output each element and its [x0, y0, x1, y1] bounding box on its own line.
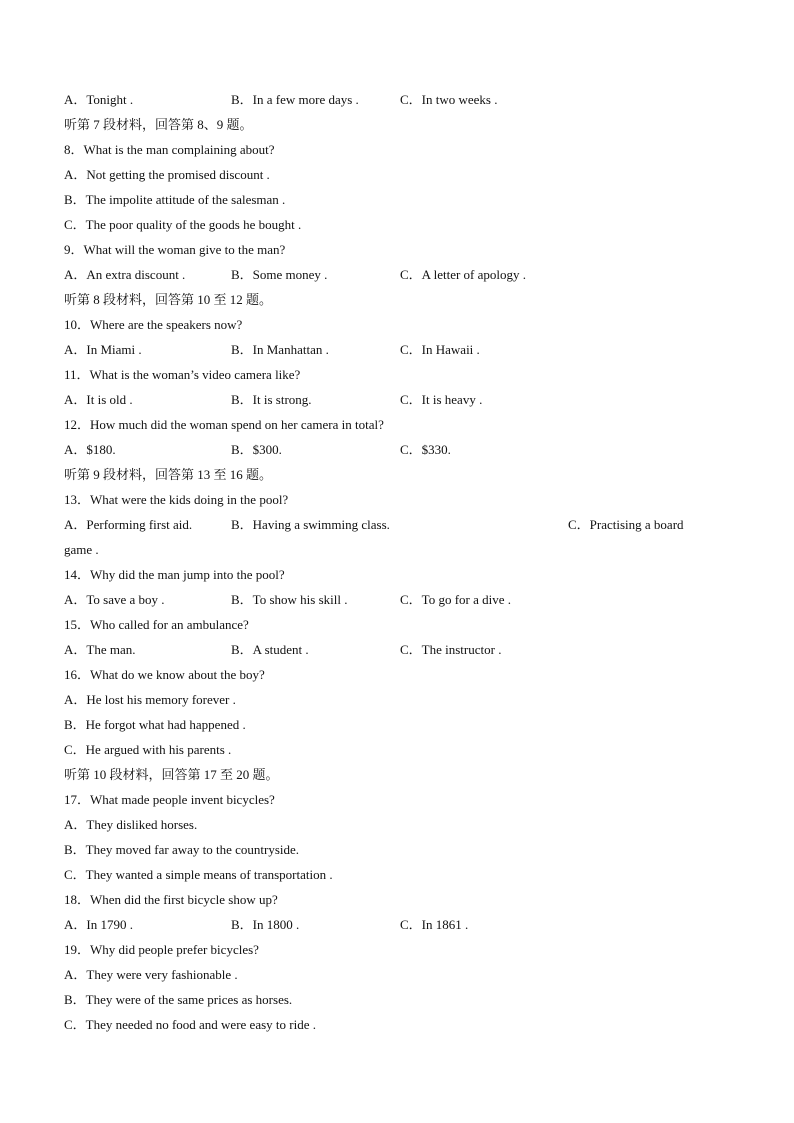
option-a: A．The man. [64, 642, 136, 657]
option-b: B．In 1800 . [231, 917, 300, 932]
question-text: 14．Why did the man jump into the pool? [64, 567, 285, 582]
option-a: A．Tonight . [64, 92, 134, 107]
option-a: A．In Miami . [64, 342, 142, 357]
option-c: C．To go for a dive . [400, 592, 512, 607]
option-line: B．He forgot what had happened . [64, 717, 246, 732]
option-c: C．A letter of apology . [400, 267, 527, 282]
section-instruction: 听第 10 段材料，回答第 17 至 20 题。 [64, 767, 279, 782]
option-line: game . [64, 542, 99, 557]
option-line: C．The poor quality of the goods he bought . [64, 217, 302, 232]
option-line: A．They disliked horses. [64, 817, 198, 832]
option-b: B．Some money . [231, 267, 328, 282]
question-text: 19．Why did people prefer bicycles? [64, 942, 259, 957]
question-text: 16．What do we know about the boy? [64, 667, 265, 682]
option-b: B．It is strong. [231, 392, 312, 407]
question-text: 15．Who called for an ambulance? [64, 617, 249, 632]
option-line: B．They moved far away to the countryside. [64, 842, 300, 857]
question-text: 18．When did the first bicycle show up? [64, 892, 278, 907]
option-c: C．In Hawaii . [400, 342, 480, 357]
section-instruction: 听第 7 段材料，回答第 8、9 题。 [64, 117, 253, 132]
option-a: A．Performing first aid. [64, 517, 193, 532]
option-line: A．They were very fashionable . [64, 967, 238, 982]
option-b: B．Having a swimming class. [231, 517, 390, 532]
option-b: B．A student . [231, 642, 309, 657]
option-c: C．$330. [400, 442, 451, 457]
option-a: A．To save a boy . [64, 592, 165, 607]
option-a: A．It is old . [64, 392, 133, 407]
option-a: A．$180. [64, 442, 116, 457]
question-text: 10．Where are the speakers now? [64, 317, 243, 332]
option-a: A．An extra discount . [64, 267, 186, 282]
option-line: C．They wanted a simple means of transportation . [64, 867, 333, 882]
option-line: B．They were of the same prices as horses. [64, 992, 293, 1007]
option-b: B．$300. [231, 442, 282, 457]
question-text: 11．What is the woman’s video camera like? [64, 367, 301, 382]
option-b: B．In Manhattan . [231, 342, 329, 357]
question-text: 17．What made people invent bicycles? [64, 792, 275, 807]
option-line: C．They needed no food and were easy to ride . [64, 1017, 316, 1032]
option-c: C．It is heavy . [400, 392, 483, 407]
section-instruction: 听第 9 段材料，回答第 13 至 16 题。 [64, 467, 273, 482]
option-c: C．In 1861 . [400, 917, 469, 932]
option-line: B．The impolite attitude of the salesman . [64, 192, 286, 207]
option-b: B．In a few more days . [231, 92, 359, 107]
option-c: C．In two weeks . [400, 92, 498, 107]
option-line: A．He lost his memory forever . [64, 692, 236, 707]
option-b: B．To show his skill . [231, 592, 348, 607]
question-text: 12．How much did the woman spend on her camera in total? [64, 417, 384, 432]
option-c: C．Practising a board [568, 517, 684, 532]
option-c: C．The instructor . [400, 642, 502, 657]
option-line: A．Not getting the promised discount . [64, 167, 270, 182]
question-text: 8．What is the man complaining about? [64, 142, 275, 157]
question-text: 9．What will the woman give to the man? [64, 242, 286, 257]
option-line: C．He argued with his parents . [64, 742, 232, 757]
option-a: A．In 1790 . [64, 917, 133, 932]
section-instruction: 听第 8 段材料，回答第 10 至 12 题。 [64, 292, 273, 307]
question-text: 13．What were the kids doing in the pool? [64, 492, 289, 507]
